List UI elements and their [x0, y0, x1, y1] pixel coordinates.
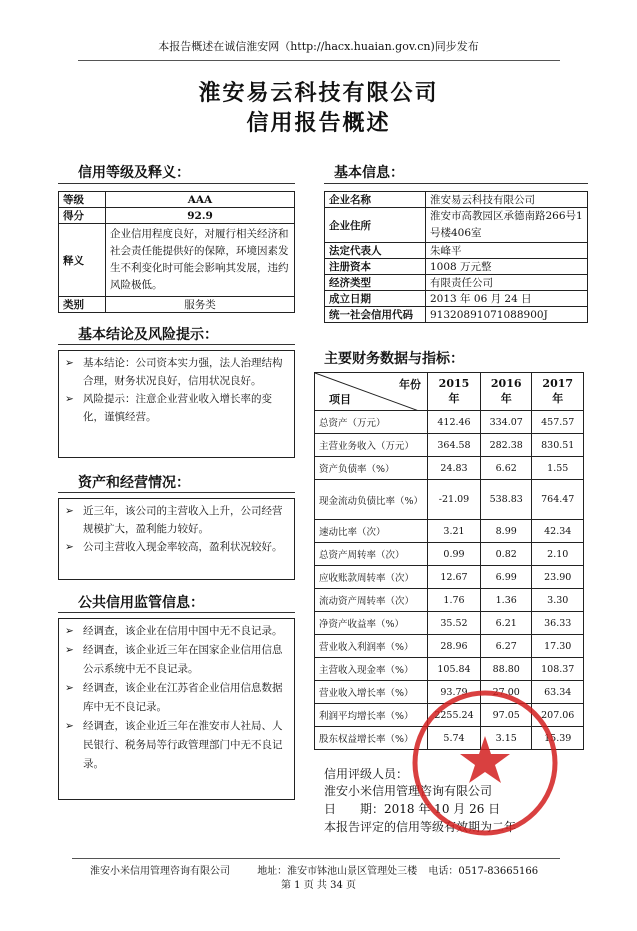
supervision-heading: 公共信用监管信息： — [78, 595, 204, 611]
list-item — [65, 641, 288, 679]
cell-value: 0.82 — [480, 543, 532, 566]
info-value: 淮安市高教园区承德南路266号1号楼406室 — [426, 208, 588, 243]
row-label: 利润平均增长率（%） — [315, 704, 428, 727]
supervision-box — [58, 618, 295, 800]
info-key: 注册资本 — [325, 259, 426, 275]
row-label: 主营业务收入（万元） — [315, 434, 428, 457]
list-item — [65, 679, 288, 717]
cell-value: 412.46 — [428, 411, 481, 434]
info-value: 91320891071088900J — [426, 307, 588, 323]
operations-heading-rule — [58, 492, 295, 493]
row-label: 流动资产周转率（次） — [315, 589, 428, 612]
supervision-text: 经调查，该企业在信用中国中无不良记录。 — [83, 625, 283, 637]
info-value: 朱峰平 — [426, 243, 588, 259]
cell-value: 108.37 — [532, 658, 584, 681]
year-header: 2015 年 — [428, 373, 481, 411]
table-row — [315, 543, 584, 566]
cell-value: 364.58 — [428, 434, 481, 457]
operations-heading: 资产和经营情况： — [78, 475, 190, 491]
list-item — [65, 390, 288, 426]
cell-value: 2.10 — [532, 543, 584, 566]
cell-value: 3.21 — [428, 520, 481, 543]
conclusion-box — [58, 350, 295, 458]
cell-value: 830.51 — [532, 434, 584, 457]
validity-note: 本报告评定的信用等级有效期为二年 — [324, 820, 517, 834]
row-label: 现金流动负债比率（%） — [315, 480, 428, 520]
row-label: 营业收入增长率（%） — [315, 681, 428, 704]
conclusion-text: 基本结论：公司资本实力强，法人治理结构合理，财务状况良好，信用状况良好。 — [83, 357, 283, 387]
arrow-bullet-icon: ➢ — [65, 625, 74, 637]
row-label: 速动比率（次） — [315, 520, 428, 543]
table-row — [315, 480, 584, 520]
cell-value: 334.07 — [480, 411, 532, 434]
cell-value: 282.38 — [480, 434, 532, 457]
cell-value: 6.99 — [480, 566, 532, 589]
meaning-value: 企业信用程度良好，对履行相关经济和社会责任能提供好的保障，环境因素发生不利变化时可能会影响其发展，违约风险极低。 — [106, 224, 295, 297]
cell-value: 105.84 — [428, 658, 481, 681]
table-row — [315, 411, 584, 434]
arrow-bullet-icon: ➢ — [65, 505, 74, 517]
operations-text: 近三年，该公司的主营收入上升，公司经营规模扩大，盈利能力较好。 — [83, 505, 283, 535]
cell-value: 764.47 — [532, 480, 584, 520]
row-label: 资产负债率（%） — [315, 457, 428, 480]
row-label: 总资产（万元） — [315, 411, 428, 434]
corner-year-label: 年份 — [399, 378, 421, 391]
basic-info-heading-rule — [324, 183, 588, 184]
info-key: 法定代表人 — [325, 243, 426, 259]
meaning-label: 释义 — [59, 224, 106, 297]
cell-value: 42.34 — [532, 520, 584, 543]
cell-value: 35.52 — [428, 612, 481, 635]
header-note: 本报告概述在诚信淮安网（http://hacx.huaian.gov.cn)同步发布 — [158, 40, 479, 53]
cell-value: 97.05 — [480, 704, 532, 727]
basic-info-heading: 基本信息： — [334, 165, 404, 181]
cell-value: 12.67 — [428, 566, 481, 589]
cell-value: 1.55 — [532, 457, 584, 480]
cell-value: 5.74 — [428, 727, 481, 750]
year-header: 2016 年 — [480, 373, 532, 411]
table-row — [315, 589, 584, 612]
corner-item-label: 项目 — [329, 393, 351, 406]
category-label: 类别 — [59, 297, 106, 313]
cell-value: 28.96 — [428, 635, 481, 658]
list-item — [65, 622, 288, 641]
arrow-bullet-icon: ➢ — [65, 357, 74, 369]
supervision-text: 经调查，该企业在江苏省企业信用信息数据库中无不良记录。 — [83, 682, 283, 713]
cell-value: 24.83 — [428, 457, 481, 480]
cell-value: 457.57 — [532, 411, 584, 434]
signoff-company: 淮安小米信用管理咨询有限公司 — [324, 784, 493, 798]
row-label: 营业收入利润率（%） — [315, 635, 428, 658]
cell-value: -21.09 — [428, 480, 481, 520]
list-item — [65, 538, 288, 556]
cell-value: 1.36 — [480, 589, 532, 612]
cell-value: 6.21 — [480, 612, 532, 635]
risk-text: 风险提示：注意企业营业收入增长率的变化，谨慎经营。 — [83, 393, 272, 423]
table-row — [315, 658, 584, 681]
cell-value: 17.30 — [532, 635, 584, 658]
info-key: 经济类型 — [325, 275, 426, 291]
rating-heading: 信用等级及释义： — [78, 165, 190, 181]
cell-value: 3.30 — [532, 589, 584, 612]
financial-heading: 主要财务数据与指标： — [324, 351, 464, 367]
info-key: 统一社会信用代码 — [325, 307, 426, 323]
conclusion-heading-rule — [58, 344, 295, 345]
operations-text: 公司主营收入现金率较高，盈利状况较好。 — [83, 541, 283, 553]
table-row — [315, 520, 584, 543]
cell-value: 93.79 — [428, 681, 481, 704]
info-key: 成立日期 — [325, 291, 426, 307]
report-title: 信用报告概述 — [246, 110, 391, 136]
company-seal — [410, 688, 560, 838]
row-label: 净资产收益率（%） — [315, 612, 428, 635]
cell-value: 36.33 — [532, 612, 584, 635]
rating-table — [58, 191, 295, 313]
signoff-date: 2018 年 10 月 26 日 — [384, 802, 501, 816]
arrow-bullet-icon: ➢ — [65, 541, 74, 553]
analyst-label: 信用评级人员： — [324, 767, 409, 781]
grade-value: AAA — [106, 192, 295, 208]
footer-org: 淮安小米信用管理咨询有限公司 — [90, 866, 230, 877]
table-corner — [315, 373, 428, 411]
footer-phone: 电话：0517-83665166 — [428, 866, 539, 877]
cell-value: 63.34 — [532, 681, 584, 704]
footer-address: 地址：淮安市钵池山景区管理处三楼 — [257, 866, 418, 877]
cell-value: 8.99 — [480, 520, 532, 543]
cell-value: 207.06 — [532, 704, 584, 727]
info-key: 企业住所 — [325, 208, 426, 243]
table-row — [315, 635, 584, 658]
score-value: 92.9 — [106, 208, 295, 224]
cell-value: 1.76 — [428, 589, 481, 612]
cell-value: 2255.24 — [428, 704, 481, 727]
list-item — [65, 354, 288, 390]
header-divider — [78, 60, 560, 61]
table-row — [315, 612, 584, 635]
page-number: 第 1 页 共 34 页 — [281, 880, 356, 891]
cell-value: 88.80 — [480, 658, 532, 681]
cell-value: 3.15 — [480, 727, 532, 750]
basic-info-table — [324, 191, 588, 323]
date-label: 日 期： — [324, 802, 385, 816]
supervision-text: 经调查，该企业近三年在国家企业信用信息公示系统中无不良记录。 — [83, 644, 283, 675]
arrow-bullet-icon: ➢ — [65, 393, 74, 405]
table-row — [315, 434, 584, 457]
cell-value: 15.39 — [532, 727, 584, 750]
info-value: 1008 万元整 — [426, 259, 588, 275]
operations-box — [58, 498, 295, 580]
cell-value: 0.99 — [428, 543, 481, 566]
cell-value: 6.62 — [480, 457, 532, 480]
footer — [90, 862, 590, 877]
year-header: 2017 年 — [532, 373, 584, 411]
arrow-bullet-icon: ➢ — [65, 644, 74, 656]
score-label: 得分 — [59, 208, 106, 224]
category-value: 服务类 — [106, 297, 295, 313]
table-row — [315, 566, 584, 589]
rating-heading-rule — [58, 183, 295, 184]
supervision-heading-rule — [58, 612, 295, 613]
row-label: 总资产周转率（次） — [315, 543, 428, 566]
grade-label: 等级 — [59, 192, 106, 208]
row-label: 主营收入现金率（%） — [315, 658, 428, 681]
company-title: 淮安易云科技有限公司 — [198, 80, 439, 106]
cell-value: 23.90 — [532, 566, 584, 589]
info-key: 企业名称 — [325, 192, 426, 208]
info-value: 有限责任公司 — [426, 275, 588, 291]
footer-divider — [72, 858, 560, 859]
cell-value: 6.27 — [480, 635, 532, 658]
cell-value: 538.83 — [480, 480, 532, 520]
arrow-bullet-icon: ➢ — [65, 720, 74, 732]
table-row — [315, 457, 584, 480]
info-value: 2013 年 06 月 24 日 — [426, 291, 588, 307]
list-item — [65, 502, 288, 538]
supervision-text: 经调查，该企业近三年在淮安市人社局、人民银行、税务局等行政管理部门中无不良记录。 — [83, 720, 283, 770]
arrow-bullet-icon: ➢ — [65, 682, 74, 694]
row-label: 应收账款周转率（次） — [315, 566, 428, 589]
row-label: 股东权益增长率（%） — [315, 727, 428, 750]
cell-value: 27.00 — [480, 681, 532, 704]
list-item — [65, 717, 288, 774]
conclusion-heading: 基本结论及风险提示： — [78, 327, 218, 343]
info-value: 淮安易云科技有限公司 — [426, 192, 588, 208]
